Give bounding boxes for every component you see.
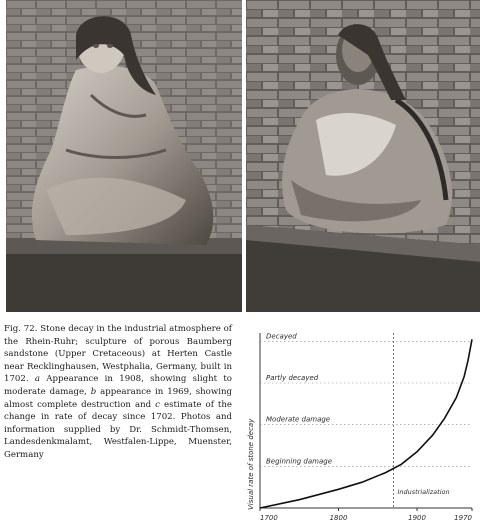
level-label: Beginning damage bbox=[266, 457, 333, 466]
industrialization-label: Industrialization bbox=[397, 488, 450, 496]
x-tick-label: 1900 bbox=[408, 514, 426, 522]
level-label: Partly decayed bbox=[266, 374, 319, 382]
x-tick-label: 1800 bbox=[329, 514, 348, 522]
caption-text-c: estimate of the change in rate of decay since 1702. Photos and information supplied by Dr. Schmidt-Thomsen, Landesdenkmalamt, Westfalen-Lippe, Muenster, Germany bbox=[4, 399, 232, 460]
figure-caption bbox=[4, 323, 232, 462]
y-axis-label: Visual rate of stone decay bbox=[247, 418, 255, 510]
caption-label-b: b bbox=[90, 386, 97, 397]
caption-label-c: c bbox=[155, 399, 160, 410]
photo-a-1908 bbox=[6, 0, 242, 312]
caption-lead: Fig. 72. Stone decay in the industrial atmosphere of the Rhein-Ruhr; sculpture of porous Baumberg sandstone (Upper Cretaceous) at Herten Castle near Recklinghausen, Westphalia, Germany, built in 1702. bbox=[4, 324, 232, 385]
photo-b-1969 bbox=[246, 0, 480, 312]
x-tick-label: 1700 bbox=[260, 514, 278, 522]
level-label: Moderate damage bbox=[266, 415, 331, 424]
caption-text-a: Appearance in 1908, showing slight to moderate damage, bbox=[4, 374, 232, 397]
x-tick-label: 1970 bbox=[454, 514, 472, 522]
caption-text-b: appearance in 1969, showing almost complete destruction and bbox=[4, 386, 232, 410]
level-label: Decayed bbox=[266, 332, 297, 341]
decay-chart bbox=[240, 325, 480, 526]
caption-label-a: a bbox=[34, 374, 41, 385]
